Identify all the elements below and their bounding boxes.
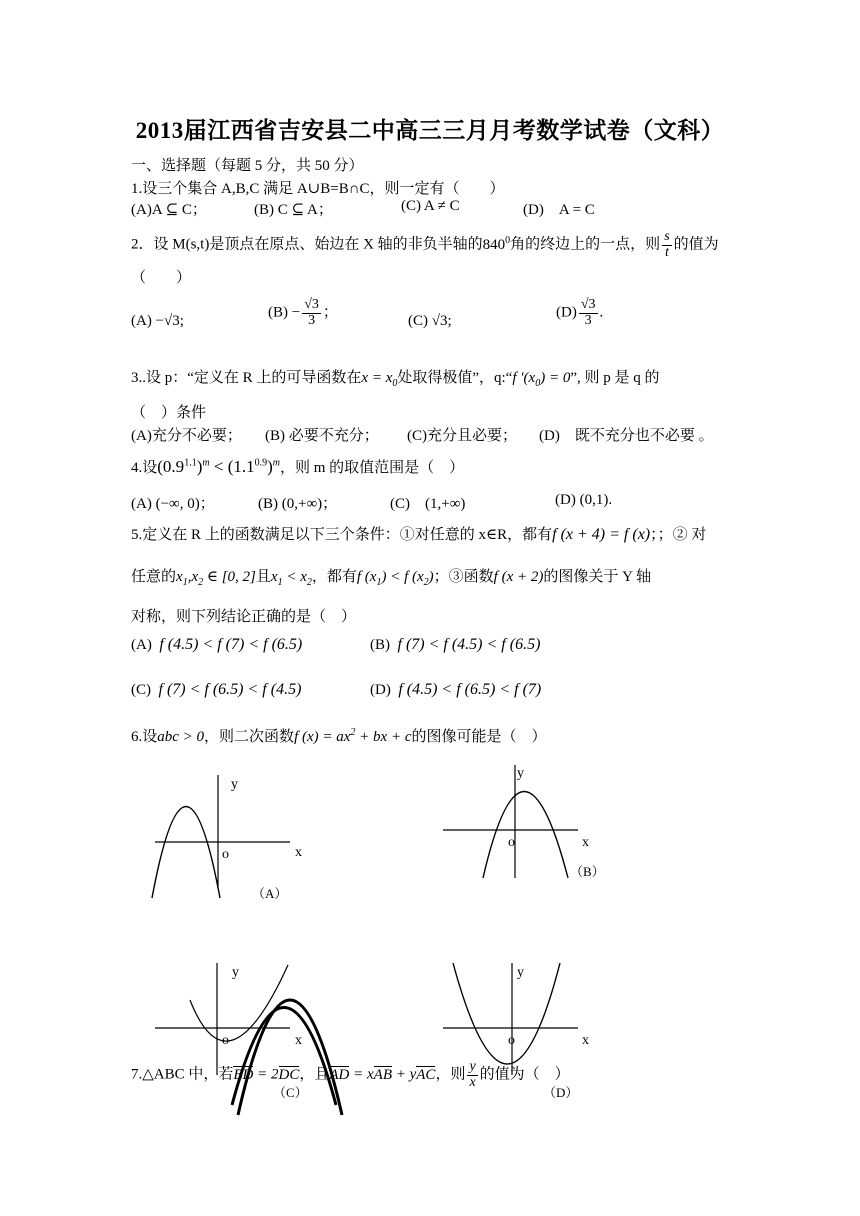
graph-d-x-label: x [582,1033,589,1048]
page-title: 2013届江西省吉安县二中高三三月月考数学试卷（文科） [135,118,725,143]
graph-b-origin-label: o [508,835,515,850]
q5-vars: $x_1,x_2$ ∈ [0, 2] [176,569,256,588]
graph-d-caption: （D） [543,1085,579,1100]
q4-inequality: $(0.9^{1.1})^m < (1.1^{0.9})^m$ [157,457,281,476]
q6-condition: abc > 0 [157,729,205,745]
q1-option-c: (C) A ≠ C [401,198,460,214]
q3-stem: 3..设 p：“定义在 R 上的可导函数在$x = x_0$处取得极值”，q:“f $'(x_0) = 0$”, 则 p 是 q 的 [131,370,660,389]
graph-a-caption: （A） [252,886,288,901]
q5-option-b: (B) f (7) < f (4.5) < f (6.5) [370,636,541,653]
section-heading: 一、选择题（每题 5 分，共 50 分） [131,158,364,174]
q3-option-a: (A)充分不必要； [131,428,242,444]
q5-stem: 5.定义在 R 上的函数满足以下三个条件：①对任意的 x∈R，都有f (x + 4) = f (x)；；② 对 [131,526,707,543]
graph-a-origin-label: o [222,847,229,862]
q3-option-d: (D) 既不充分也不必要 。 [539,428,714,444]
graph-c-caption: （C） [273,1085,308,1100]
parabola-b [483,792,568,879]
graph-a-x-label: x [295,845,302,860]
q2-option-b: (B) − $\frac{√3}{3}$ ； [268,297,338,328]
q4-option-c: (C) (1,+∞) [390,496,466,512]
q2-degree: $840^0$ [482,234,511,253]
graph-a [140,770,320,905]
graph-c-origin-label: o [222,1033,229,1048]
graph-c [150,955,360,1120]
q5-shifted: f (x + 2) [493,569,544,585]
graph-c-y-label: y [232,965,239,980]
graph-b-caption: （B） [570,864,605,879]
q7-stem: 7.△ABC 中，若BD = 2DC，且AD = xAB + yAC，则 $\frac{y}{x}$ 的值为（ ） [131,1059,570,1090]
q7-vector-equation-2: AD = xAB + yAC [329,1066,436,1083]
parabola-a [152,807,220,899]
q3-derivative: f $'(x_0) = 0$ [512,370,571,389]
graph-b-y-label: y [517,766,524,781]
q2-option-d: (D) $\frac{√3}{3}$ . [556,297,604,328]
q4-option-b: (B) (0,+∞)； [258,496,338,512]
q2-option-a: (A) −√3; [131,313,184,329]
q3-option-b: (B) 必要不充分； [265,428,379,444]
q2-d-fraction: $\frac{√3}{3}$ [580,297,596,328]
q5-option-a: (A) f (4.5) < f (7) < f (6.5) [131,636,303,653]
q2-stem-c: 的值为 [673,236,719,253]
graph-d-origin-label: o [508,1033,515,1048]
q5-option-d: (D) f (4.5) < f (6.5) < f (7) [370,681,542,698]
q5-monotone: f $(x_1) < f$ $(x_2)$ [356,569,434,588]
q1-option-b: (B) C ⊆ A； [254,202,333,218]
q2-fraction-s-t: $\frac{s}{t}$ [664,229,670,260]
parabola-d [453,963,560,1064]
graph-c-x-label: x [295,1033,302,1048]
q5-option-c: (C) f (7) < f (6.5) < f (4.5) [131,681,302,698]
q4-stem: 4.设$(0.9^{1.1})^m < (1.1^{0.9})^m$，则 m 的取值范围是（ ） [131,457,465,476]
graph-a-y-label: y [231,777,238,792]
parabola-c-thin [190,965,288,1041]
q7-fraction-y-x: $\frac{y}{x}$ [469,1059,476,1090]
q5-line2: 任意的$x_1,x_2$ ∈ [0, 2]且$x_1 < x_2$，都有f $(x_1) < f$ $(x_2)$；③函数f (x + 2)的图像关于 Y 轴 [131,569,652,588]
q4-option-a: (A) (−∞, 0)； [131,496,215,512]
q2-stem [131,230,719,260]
graph-b [438,760,618,890]
q3-option-c: (C)充分且必要； [407,428,517,444]
q1-option-d: (D) A = C [523,202,595,218]
q4-option-d: (D) (0,1). [555,492,613,508]
q2-stem-a: 2．设 M(s,t)是顶点在原点、始边在 X 轴的非负半轴的 [131,236,483,253]
q2-paren: （ ） [131,270,192,286]
q5-line3: 对称，则下列结论正确的是（ ） [131,609,357,625]
graph-b-x-label: x [582,835,589,850]
q7-vector-equation-1: BD = 2DC [233,1066,300,1083]
graph-d-y-label: y [517,965,524,980]
q6-function: f $(x) = ax^2$ + bx + c [294,727,412,745]
q3-line2: （ ）条件 [131,405,207,421]
q2-option-c: (C) √3; [408,313,452,329]
q1-option-a: (A)A ⊆ C； [131,202,207,218]
q1-stem: 1.设三个集合 A,B,C 满足 A∪B=B∩C，则一定有（ ） [131,181,505,197]
q3-condition: $x = x_0$ [361,370,398,389]
q5-order: $x_1 < x_2$ [270,569,312,588]
q2-stem-b: 角的终边上的一点，则 [510,236,661,253]
q5-periodic-condition: f (x + 4) = f (x) [552,526,651,543]
q2-b-fraction: $\frac{√3}{3}$ [304,297,319,328]
q6-stem: 6.设abc > 0，则二次函数f $(x) = ax^2$ + bx + c的图像可能是（ ） [131,727,547,745]
